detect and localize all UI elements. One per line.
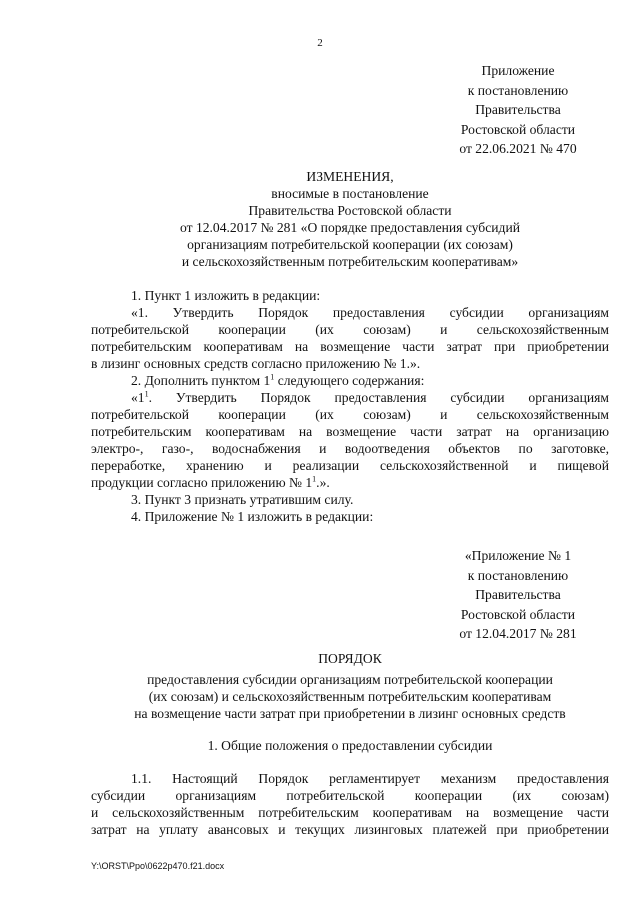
appendix-1-line: Правительства — [475, 587, 561, 602]
item-2-text: .». — [316, 475, 330, 490]
appendix-header — [420, 61, 616, 159]
item-2-line: переработке, хранению и реализации сельскохозяйственной и пищевой — [91, 458, 609, 473]
item-2-line — [91, 474, 609, 491]
item-2-intro-text: следующего содержания: — [274, 373, 425, 388]
item-1-intro: 1. Пункт 1 изложить в редакции: — [131, 288, 321, 303]
section-1-title: 1. Общие положения о предоставлении субсидии — [207, 738, 493, 753]
item-1-line: «1. Утвердить Порядок предоставления субсидии организациям — [131, 305, 609, 320]
changes-title-line: и сельскохозяйственным потребительским кооперативам» — [181, 254, 519, 269]
item-3: 3. Пункт 3 признать утратившим силу. — [131, 492, 354, 507]
item-2-intro-text: 2. Дополнить пунктом 1 — [131, 373, 271, 388]
appendix-1-line: от 12.04.2017 № 281 — [459, 626, 577, 641]
item-2-text: . Утвердить Порядок предоставления субсидии организациям — [148, 390, 609, 405]
changes-title-line: организациям потребительской кооперации (их союзам) — [187, 237, 513, 252]
item-2-line: электро-, газо-, водоснабжения и водоотведения объектов по заготовке, — [91, 441, 609, 456]
appendix-header-line: Приложение — [481, 63, 555, 78]
changes-title-line: Правительства Ростовской области — [248, 203, 452, 218]
section-1-line: и сельскохозяйственным потребительским кооперативам на возмещение части — [91, 805, 609, 820]
item-2-line: потребительским кооперативам на возмещение части затрат на организацию — [91, 424, 609, 439]
appendix-1-header — [420, 546, 616, 644]
item-2-line: потребительской кооперации (их союзам) и сельскохозяйственным — [91, 407, 609, 422]
section-1-line: субсидии организациям потребительской кооперации (их союзам) — [91, 788, 609, 803]
appendix-header-line: от 22.06.2021 № 470 — [459, 141, 577, 156]
order-title-line: (их союзам) и сельскохозяйственным потребительским кооперативам — [148, 689, 552, 704]
item-2-text: «1 — [131, 390, 145, 405]
superscript: 1 — [270, 372, 275, 382]
changes-title-line: от 12.04.2017 № 281 «О порядке предоставления субсидий — [179, 220, 520, 235]
order-heading: ПОРЯДОК — [318, 651, 382, 666]
section-1-line: затрат на уплату авансовых и текущих лизинговых платежей при приобретении — [91, 822, 609, 837]
appendix-header-line: Ростовской области — [460, 121, 576, 137]
appendix-header-line: Правительства — [475, 102, 561, 117]
appendix-1-line: к постановлению — [467, 567, 569, 583]
item-1-line: потребительским кооперативам на возмещение части затрат при приобретении — [91, 339, 609, 354]
item-1-line: в лизинг основных средств согласно приложению № 1.». — [91, 356, 421, 371]
changes-title-line: вносимые в постановление — [271, 186, 429, 201]
file-path-footer: Y:\ORST\Ppo\0622p470.f21.docx — [91, 861, 225, 871]
changes-body — [91, 287, 609, 525]
item-2-text: продукции согласно приложению № 1 — [91, 475, 313, 490]
superscript: 1 — [312, 474, 317, 484]
item-2-line — [91, 389, 609, 406]
changes-title — [90, 168, 610, 270]
order-title-line: на возмещение части затрат при приобретении в лизинг основных средств — [134, 706, 566, 721]
item-1-line: потребительской кооперации (их союзам) и сельскохозяйственным — [91, 322, 609, 337]
section-1-body — [91, 770, 609, 838]
page-number: 2 — [317, 37, 323, 49]
item-2-intro — [91, 372, 609, 389]
appendix-1-line: «Приложение № 1 — [464, 548, 572, 563]
section-1-line: 1.1. Настоящий Порядок регламентирует механизм предоставления — [131, 771, 609, 786]
appendix-header-line: к постановлению — [467, 82, 569, 98]
order-title — [90, 650, 610, 722]
superscript: 1 — [144, 389, 149, 399]
changes-heading: ИЗМЕНЕНИЯ, — [306, 169, 394, 184]
item-4: 4. Приложение № 1 изложить в редакции: — [131, 509, 374, 524]
order-title-line: предоставления субсидии организациям потребительской кооперации — [147, 672, 553, 687]
appendix-1-line: Ростовской области — [460, 606, 576, 622]
